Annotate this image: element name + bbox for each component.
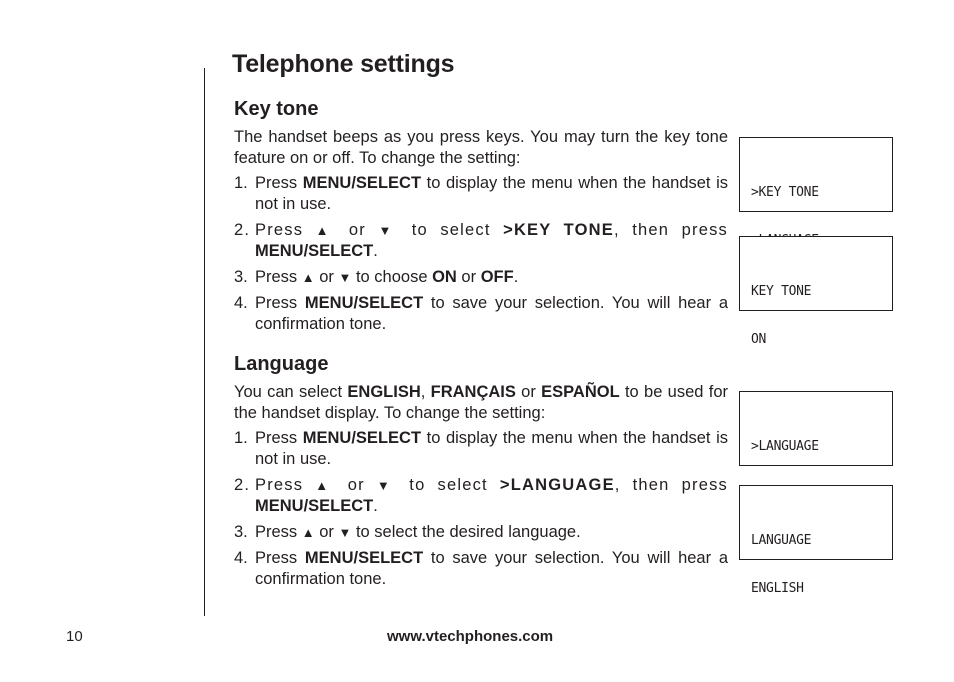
lcd-screen-key-tone-menu [739, 137, 893, 212]
up-arrow-icon: ▲ [301, 270, 315, 285]
key-tone-step-3: 3. Press ▲ or ▼ to choose ON or OFF. [234, 268, 519, 286]
key-tone-step-4: 4. Press MENU/SELECT to save your selection. You will hear a confirmation tone. [234, 294, 728, 333]
key-tone-step-1: 1. Press MENU/SELECT to display the menu when the handset is not in use. [234, 174, 728, 213]
lcd-screen-language-english [739, 485, 893, 596]
language-section [234, 353, 728, 595]
lcd-line: KEY TONE [751, 284, 812, 299]
up-arrow-icon: ▲ [301, 525, 315, 540]
up-arrow-icon: ▲ [315, 223, 337, 238]
down-arrow-icon: ▼ [338, 270, 352, 285]
down-arrow-icon: ▼ [376, 478, 398, 493]
down-arrow-icon: ▼ [378, 223, 400, 238]
lcd-line: LANGUAGE [751, 533, 812, 548]
language-steps [234, 428, 728, 590]
key-tone-section [234, 98, 728, 340]
lcd-line: >LANGUAGE [751, 439, 819, 454]
lcd-line: >KEY TONE [751, 185, 819, 200]
page-title: Telephone settings [232, 50, 455, 78]
key-tone-intro: The handset beeps as you press keys. You may turn the key tone feature on or off. To change the setting: [234, 128, 728, 167]
language-step-3: 3. Press ▲ or ▼ to select the desired language. [234, 523, 581, 541]
language-step-1: 1. Press MENU/SELECT to display the menu when the handset is not in use. [234, 429, 728, 468]
language-step-2: 2. Press ▲ or ▼ to select >LANGUAGE, then press MENU/SELECT. [234, 476, 728, 515]
key-tone-steps [234, 173, 728, 335]
up-arrow-icon: ▲ [315, 478, 336, 493]
lcd-screen-language-menu [739, 391, 893, 466]
down-arrow-icon: ▼ [338, 525, 352, 540]
key-tone-heading: Key tone [234, 98, 319, 120]
lcd-line: ENGLISH [751, 581, 804, 596]
footer-url: www.vtechphones.com [387, 628, 554, 645]
page-number: 10 [66, 628, 83, 645]
lcd-screen-key-tone-on [739, 236, 893, 347]
key-tone-step-2: 2. Press ▲ or ▼ to select >KEY TONE, then press MENU/SELECT. [234, 221, 728, 260]
lcd-line: ON [751, 332, 767, 347]
language-step-4: 4. Press MENU/SELECT to save your selection. You will hear a confirmation tone. [234, 549, 728, 588]
language-heading: Language [234, 353, 329, 375]
margin-rule [204, 68, 205, 616]
language-intro: You can select ENGLISH, FRANÇAIS or ESPAÑOL to be used for the handset display. To change the setting: [234, 383, 728, 422]
